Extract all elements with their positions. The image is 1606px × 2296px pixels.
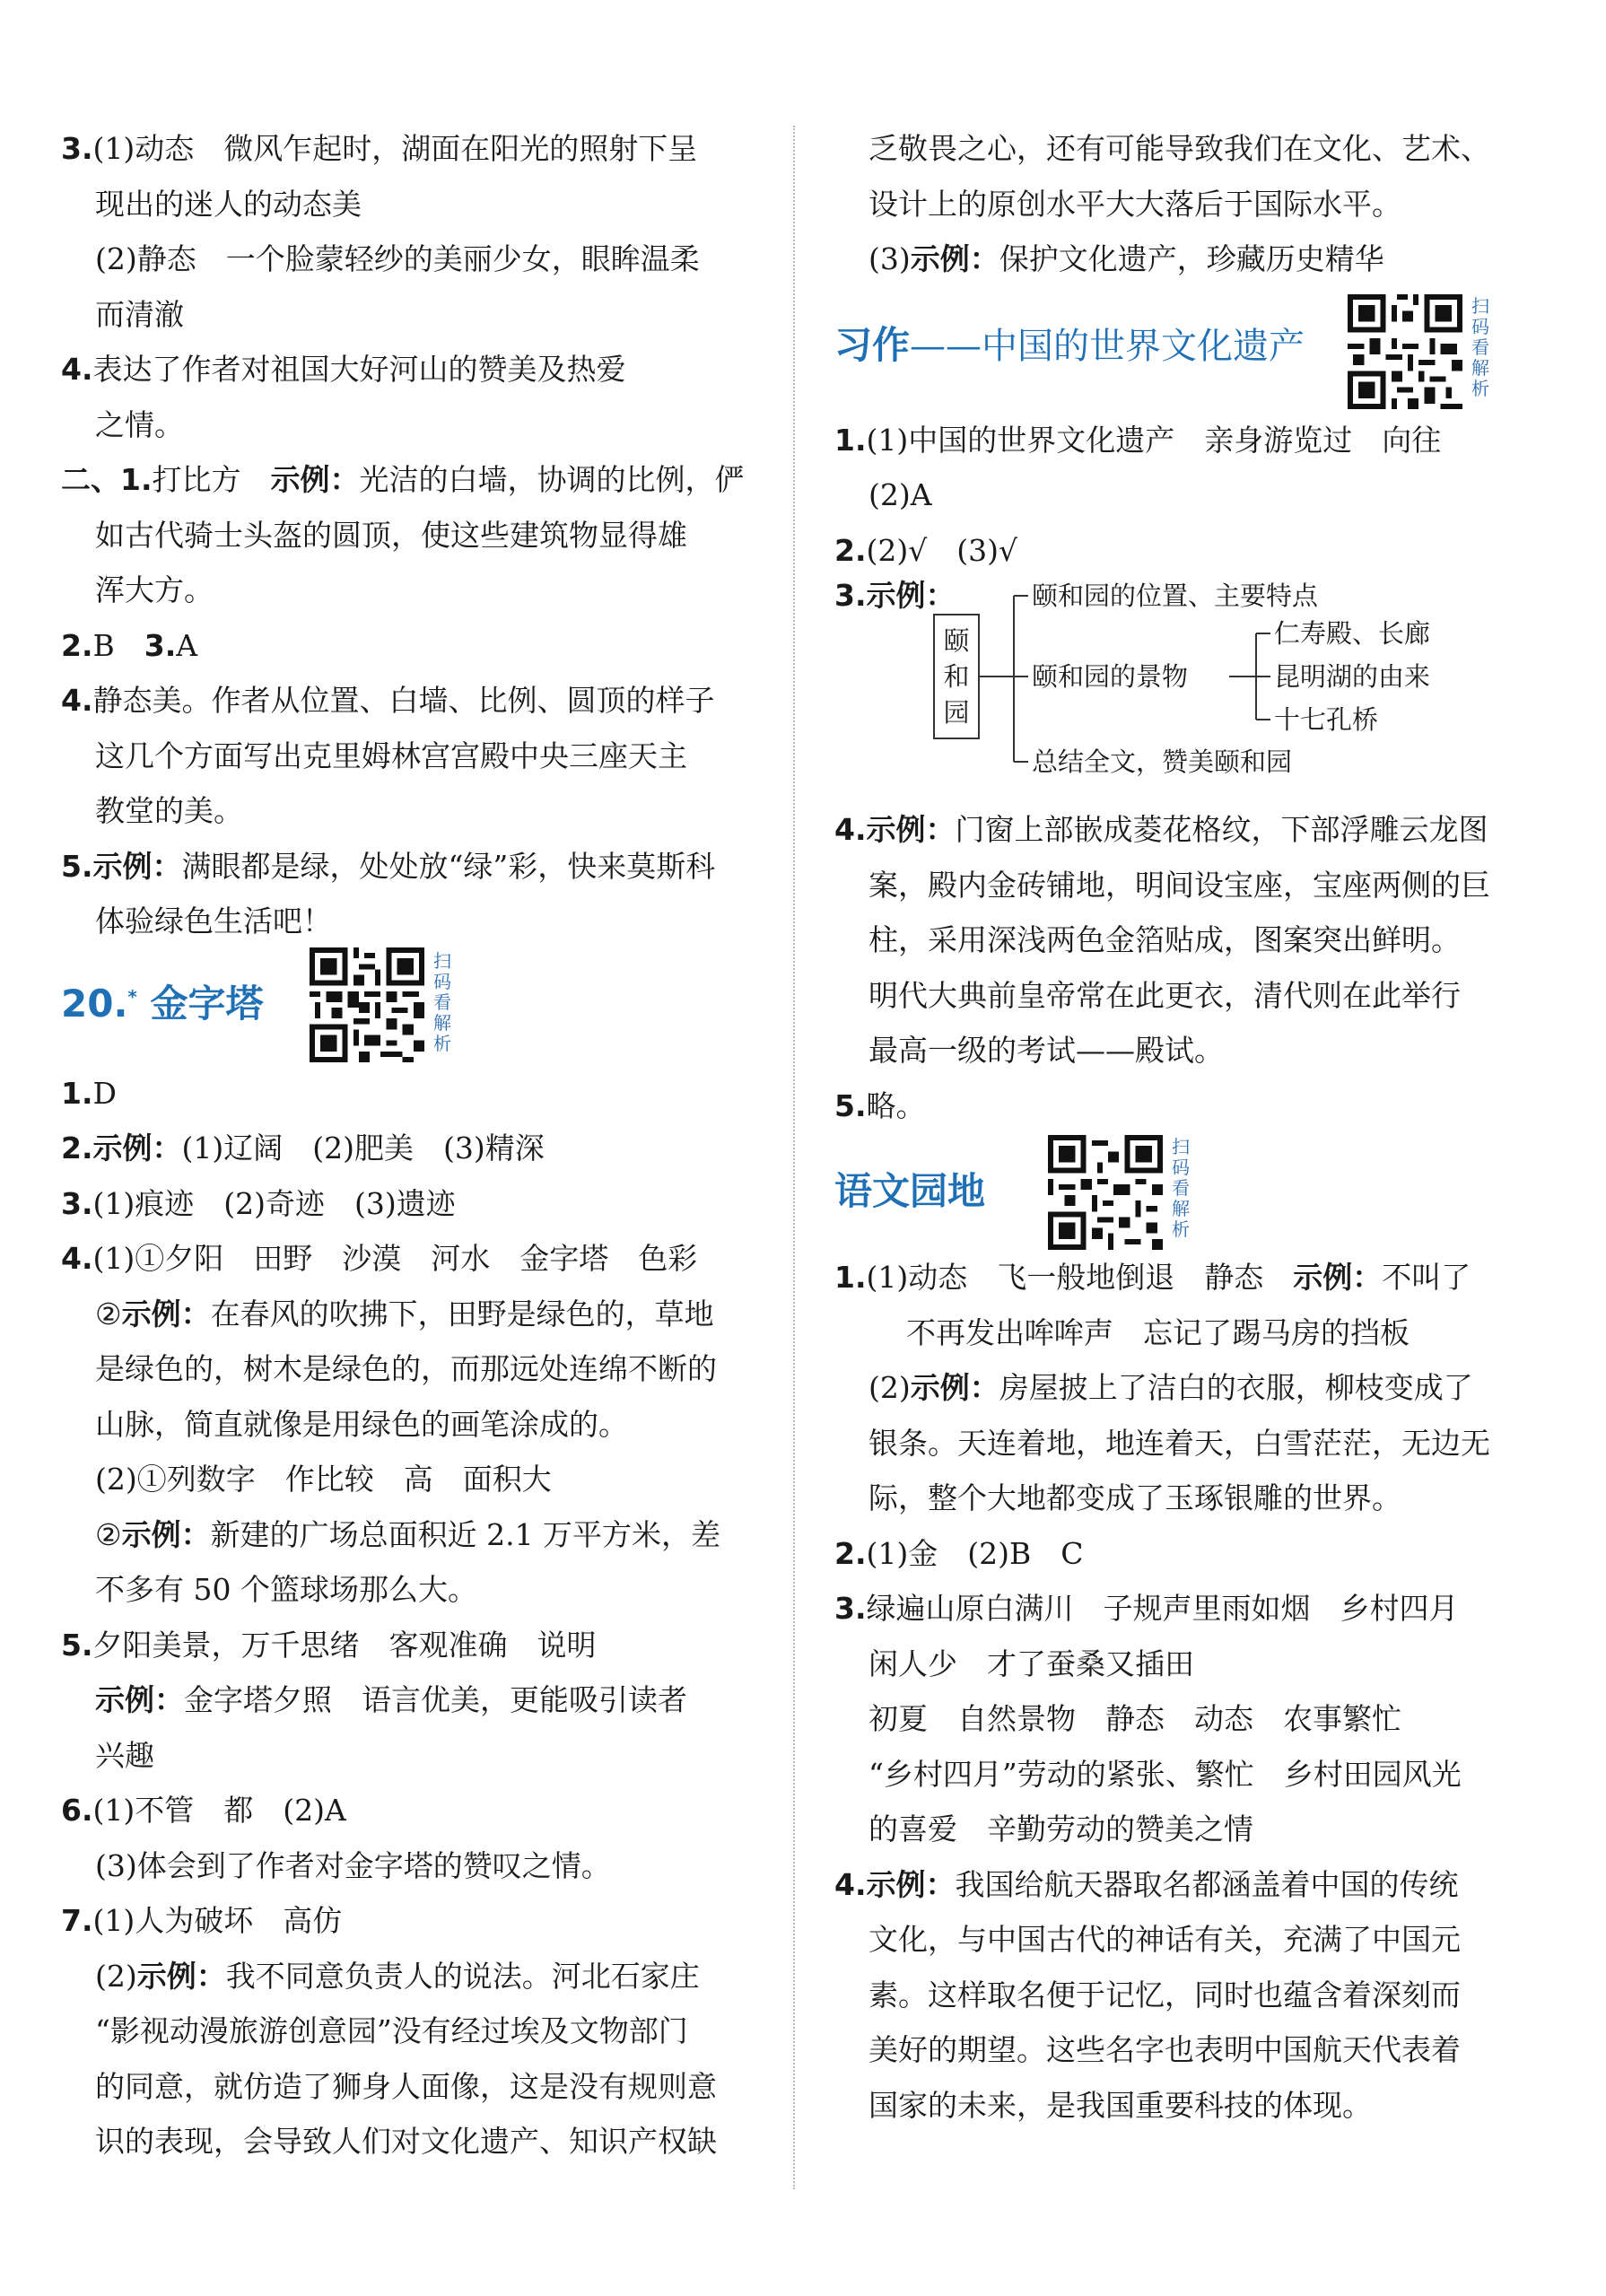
answer-line: 浑大方。 (95, 572, 214, 607)
answer-line: 之情。 (95, 406, 184, 442)
answer-line: 如古代骑士头盔的圆顶，使这些建筑物显得雄 (95, 517, 687, 553)
answer-line: 是绿色的，树木是绿色的，而那远处连绵不断的 (95, 1351, 717, 1386)
scan-label: 扫码看解析 (1471, 294, 1489, 399)
question-number: 3. (834, 578, 867, 613)
answer-line: (2)示例：我不同意负责人的说法。河北石家庄 (95, 1958, 700, 1994)
answer-line: 4.(1)①夕阳 田野 沙漠 河水 金字塔 色彩 (61, 1241, 698, 1276)
tree-leaf: 十七孔桥 (1274, 704, 1379, 735)
answer-line: 山脉，简直就像是用绿色的画笔涂成的。 (95, 1406, 628, 1442)
answer-line: 这几个方面写出克里姆林宫宫殿中央三座天主 (95, 738, 687, 773)
section-heading-writing (834, 287, 1525, 413)
answer-line: “乡村四月”劳动的紧张、繁忙 乡村田园风光 (868, 1756, 1462, 1792)
answer-line: 5.夕阳美景，万千思绪 客观准确 说明 (61, 1627, 597, 1663)
answer-line: 示例：金字塔夕照 语言优美，更能吸引读者 (95, 1682, 687, 1717)
answer-line: 1.(1)中国的世界文化遗产 亲身游览过 向往 (834, 422, 1442, 458)
column-divider (793, 126, 795, 2189)
answer-line: 2.(2)√ (3)√ (834, 532, 1018, 568)
answer-line: 最高一级的考试——殿试。 (868, 1033, 1224, 1068)
answer-line: 案，殿内金砖铺地，明间设宝座，宝座两侧的巨 (868, 867, 1490, 903)
left-column (61, 121, 756, 2169)
answer-line: 明代大典前皇帝常在此更衣，清代则在此举行 (868, 977, 1461, 1013)
answer-line: ②示例：新建的广场总面积近 2.1 万平方米，差 (95, 1516, 721, 1552)
answer-line: 4.静态美。作者从位置、白墙、比例、圆顶的样子 (61, 683, 715, 718)
answer-line: 7.(1)人为破坏 高仿 (61, 1903, 343, 1938)
answer-line: (2)示例：房屋披上了洁白的衣服，柳枝变成了 (868, 1370, 1473, 1405)
example-label: 示例： (866, 578, 956, 613)
answer-line: 初夏 自然景物 静态 动态 农事繁忙 (868, 1701, 1401, 1736)
answer-line: 兴趣 (95, 1737, 154, 1773)
answer-line: (3)示例：保护文化遗产，珍藏历史精华 (868, 241, 1384, 276)
answer-line: 4.示例：我国给航天器取名都涵盖着中国的传统 (834, 1866, 1459, 1902)
answer-line: 5.示例：满眼都是绿，处处放“绿”彩，快来莫斯科 (61, 848, 716, 884)
answer-line: (2)①列数字 作比较 高 面积大 (95, 1462, 552, 1497)
answer-line: 2.B 3.A (61, 627, 198, 663)
answer-line: 际，整个大地都变成了玉琢银雕的世界。 (868, 1480, 1401, 1515)
tree-branch: 颐和园的位置、主要特点 (1032, 581, 1319, 611)
section-title: 习作——中国的世界文化遗产 (834, 322, 1305, 367)
answer-line: 文化，与中国古代的神话有关，充满了中国元 (868, 1922, 1461, 1957)
answer-line: (2)静态 一个脸蒙轻纱的美丽少女，眼眸温柔 (95, 241, 700, 276)
section-heading-chinese-garden (834, 1133, 1525, 1250)
answer-line: 2.示例：(1)辽阔 (2)肥美 (3)精深 (61, 1131, 545, 1165)
answer-line: 柱，采用深浅两色金箔贴成，图案突出鲜明。 (868, 922, 1461, 957)
answer-line: 国家的未来，是我国重要科技的体现。 (868, 2087, 1372, 2123)
answer-line: 的喜爱 辛勤劳动的赞美之情 (868, 1811, 1253, 1846)
answer-line: 3.绿遍山原白满川 子规声里雨如烟 乡村四月 (834, 1591, 1459, 1626)
tree-root: 颐和园 (933, 614, 980, 739)
section-title: 20.* 金字塔 (61, 981, 264, 1026)
answer-line: 而清澈 (95, 296, 184, 332)
qr-code-icon[interactable] (310, 947, 424, 1062)
scan-label: 扫码看解析 (433, 949, 451, 1054)
answer-line: 3.(1)动态 微风乍起时，湖面在阳光的照射下呈 (61, 131, 698, 166)
answer-line: 设计上的原创水平大大落后于国际水平。 (868, 186, 1401, 222)
answer-line: “影视动漫旅游创意园”没有经过埃及文物部门 (95, 2013, 688, 2048)
section-heading-20 (61, 949, 756, 1066)
answer-line: 乏敬畏之心，还有可能导致我们在文化、艺术、 (868, 131, 1490, 166)
answer-line: 2.(1)金 (2)B C (834, 1535, 1084, 1571)
answer-line: 4.表达了作者对祖国大好河山的赞美及热爱 (61, 352, 626, 387)
scan-label: 扫码看解析 (1172, 1136, 1190, 1240)
answer-line: 闲人少 才了蚕桑又插田 (868, 1646, 1194, 1681)
answer-line: ②示例：在春风的吹拂下，田野是绿色的，草地 (95, 1296, 714, 1331)
answer-line: 教堂的美。 (95, 793, 243, 828)
answer-line: 3.(1)痕迹 (2)奇迹 (3)遗迹 (61, 1185, 456, 1221)
answer-line: 二、1.打比方 示例：光洁的白墙，协调的比例，俨 (61, 462, 745, 497)
answer-line: (3)体会到了作者对金字塔的赞叹之情。 (95, 1847, 611, 1883)
qr-code-icon[interactable] (1348, 294, 1462, 409)
tree-leaf: 仁寿殿、长廊 (1274, 618, 1431, 649)
answer-line: 不多有 50 个篮球场那么大。 (95, 1572, 477, 1607)
answer-line: 美好的期望。这些名字也表明中国航天代表着 (868, 2032, 1461, 2067)
section-title: 语文园地 (834, 1169, 986, 1213)
answer-line: 体验绿色生活吧！ (95, 904, 332, 938)
qr-code-icon[interactable] (1048, 1135, 1163, 1250)
answer-line: (2)A (868, 477, 932, 512)
tree-leaf: 昆明湖的由来 (1274, 661, 1431, 692)
answer-line: 的同意，就仿造了狮身人面像，这是没有规则意 (95, 2068, 717, 2104)
tree-branch: 颐和园的景物 (1032, 661, 1189, 692)
answer-line: 银条。天连着地，地连着天，白雪茫茫，无边无 (868, 1425, 1490, 1461)
answer-line: 4.示例：门窗上部嵌成菱花格纹，下部浮雕云龙图 (834, 812, 1488, 847)
outline-tree (834, 578, 1525, 802)
right-column (834, 121, 1525, 2133)
answer-line: 素。这样取名便于记忆，同时也蕴含着深刻而 (868, 1977, 1461, 2012)
answer-line: 6.(1)不管 都 (2)A (61, 1793, 346, 1828)
answer-line: 1.(1)动态 飞一般地倒退 静态 示例：不叫了 (834, 1260, 1471, 1295)
answer-line: 5.略。 (834, 1087, 926, 1123)
answer-line: 不再发出哞哞声 忘记了踢马房的挡板 (906, 1314, 1410, 1350)
tree-branch: 总结全文，赞美颐和园 (1032, 746, 1293, 777)
answer-line: 1.D (61, 1075, 117, 1111)
answer-line: 识的表现，会导致人们对文化遗产、知识产权缺 (95, 2124, 717, 2159)
answer-line: 现出的迷人的动态美 (95, 186, 362, 222)
